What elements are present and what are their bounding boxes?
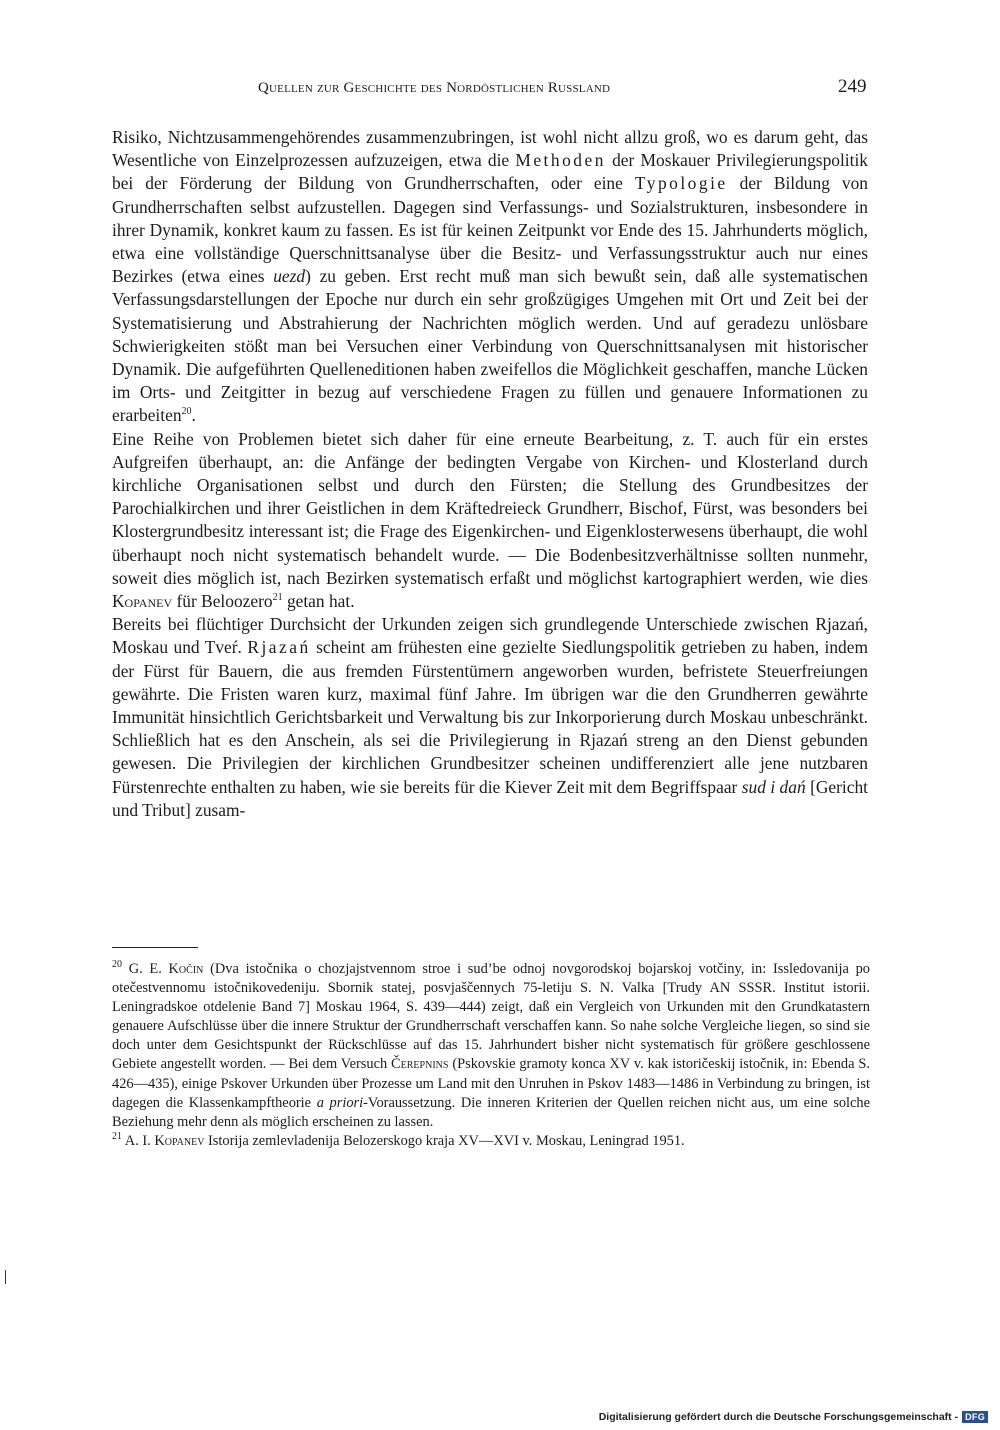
main-text [112,126,868,822]
author-name: Kopanev [112,591,173,612]
text-run: Istorija zemlevladenija Belozerskogo kraja XV—XVI v. Moskau, Leningrad 1951. [204,1132,685,1149]
digitization-note: Digitalisierung gefördert durch die Deutsche Forschungsgemeinschaft - [598,1411,959,1423]
text-run: getan hat. [282,591,355,612]
margin-mark [5,1270,6,1284]
text-run: der Bildung von Grundherrschaften selbst aufzustellen. Dagegen sind Verfassungs- und Sozialstrukturen, insbesondere in ihrer Dynamik, konkret kaum zu fassen. Es ist für keinen Zeitpunkt vor Ende des 15. Jahrhunderts möglich, etwa eine vollständige Querschnittsanalyse über die Besitz- und Verfassungsstruktur auch nur eines Bezirkes (etwa eines [112,173,868,287]
author-name: Kopanev [154,1132,205,1149]
text-run: G. E. [122,961,169,977]
running-title: Quellen zur Geschichte des Nordöstlichen Russland [258,80,611,96]
text-run: (Pskovskie gramoty konca XV v. kak istoričeskij istočnik, in: Ebenda S. 426—435), einige Pskover Urkunden über Prozesse um Land mit den Unruhen in Pskov 1483—1486 in Verbindung zu bringen, ist dagegen die Klassenkampftheorie [112,1056,870,1111]
text-run: Risiko, Nichtzusammengehörendes zusammenzubringen, ist wohl nicht allzu groß, wo es darum geht, das Wesentliche von Einzelprozessen aufzuzeigen, etwa die [112,127,868,171]
digitization-credit [599,1411,988,1423]
footnote-21 [112,1132,870,1151]
footnote-number: 21 [112,1131,122,1143]
text-run: Bereits bei flüchtiger Durchsicht der Urkunden zeigen sich grundlegende Unterschiede zwischen Rjazań, Moskau und Tveŕ. [112,614,868,658]
author-name: Kočin [168,961,204,977]
text-run: [Gericht und Tribut] zusam- [112,776,869,820]
text-run: -Voraussetzung. Die inneren Kriterien der Quellen reichen nicht aus, um eine solche Beziehung mehr denn als möglich erscheinen zu lassen. [112,1094,870,1130]
footnote-number: 20 [112,959,122,971]
spaced-emphasis: Typologie [634,173,728,194]
text-run: scheint am frühesten eine gezielte Siedlungspolitik getrieben zu haben, indem der Fürst für Bauern, die aus fremden Fürstentümern angeworben wurden, befristete Steuerfreiungen gewährte. Die Fristen waren kurz, maximal fünf Jahre. Im übrigen war die den Grundherren gewährte Immunität hinsichtlich Gerichtsbarkeit und Verwaltung bis zur Inkorporierung durch Moskau unbeschränkt. Schließlich hat es den Anschein, als sei die Privilegierung in Rjazań streng an den Dienst gebunden gewesen. Die Privilegien der kirchlichen Grundbesitzer scheinen undifferenziert alle jene nutzbaren Fürstenrechte enthalten zu haben, wie sie bereits für die Kiever Zeit mit dem Begriffspaar [112,637,868,797]
text-run: (Dva istočnika o chozjajstvennom stroe i sud’be odnoj novgorodskoj bojarskoj votčiny, in: Issledovanija po otečestvennomu istočnikovedeniju. Sbornik statej, posvjaščennych 75-letiju S. N. Valka [Trudy AN SSSR. Institut istorii. Leningradskoe otdelenie Band 7] Moskau 1964, S. 439—444) zeigt, daß ein Vergleich von Urkunden mit den Grundkatastern genauere Aufschlüsse über die innere Struktur der Grundherrschaft verschaffen kann. So nahe solche Vergleiche liegen, so sind sie doch unter dem Gesichtspunkt der Rückschlüsse auf das 15. Jahrhundert bisher nicht systematisch für größere geschlossene Gebiete angestellt worden. — Bei dem Versuch [112,961,870,1073]
paragraph-2 [112,428,868,614]
italic-term: uezd [273,266,306,287]
footnote-ref-20: 20 [181,406,192,418]
footnote-divider [112,947,198,948]
text-run: für Beloozero [172,591,273,612]
dfg-logo: DFG [962,1411,988,1423]
page-number: 249 [838,76,867,97]
italic-term: sud i dań [741,776,806,797]
text-run: ) zu geben. Erst recht muß man sich bewußt sein, daß alle systematischen Verfassungsdarstellungen der Epoche nur durch ein sehr großzügiges Umgehen mit Ort und Zeit bei der Systematisierung und Abstrahierung der Nachrichten möglich werden. Und auf geradezu unlösbare Schwierigkeiten stößt man bei Versuchen einer Verbindung von Querschnittsanalysen mit historischer Dynamik. Die aufgeführten Quelleneditionen haben zweifellos die Möglichkeit geschaffen, manche Lücken im Orts- und Zeitgitter in bezug auf verschiedene Fragen zu füllen und genauere Informationen zu erarbeiten [112,266,868,426]
italic-term: a priori [316,1094,364,1111]
spaced-emphasis: Rjazań [247,637,311,658]
author-name: Čerepnins [391,1056,449,1073]
spaced-emphasis: Methoden [515,150,606,171]
paragraph-3 [112,613,868,822]
text-run: A. I. [122,1132,155,1149]
footnote-ref-21: 21 [272,592,283,604]
footnote-20 [112,960,870,1132]
text-run: Eine Reihe von Problemen bietet sich daher für eine erneute Bearbeitung, z. T. auch für ein erstes Aufgreifen überhaupt, an: die Anfänge der bedingten Vergabe von Kirchen- und Klosterland durch kirchliche Organisationen selbst und durch den Fürsten; die Stellung des Grundbesitzes der Parochialkirchen und ihrer Geistlichen in dem Kräftedreieck Grundherr, Bischof, Fürst, was besonders bei Klostergrundbesitz interessant ist; die Frage des Eigenkirchen- und Eigenklosterwesens überhaupt, die wohl überhaupt noch nicht systematisch behandelt wurde. — Die Bodenbesitzverhältnisse sollten nunmehr, soweit dies möglich ist, nach Bezirken systematisch erfaßt und möglichst kartographiert werden, wie dies [112,428,868,588]
footnotes [112,960,870,1151]
text-run: der Moskauer Privilegierungspolitik bei der Förderung der Bildung von Grundherrschaften, oder eine [112,150,868,194]
text-run: . [191,405,196,426]
paragraph-1 [112,126,868,428]
